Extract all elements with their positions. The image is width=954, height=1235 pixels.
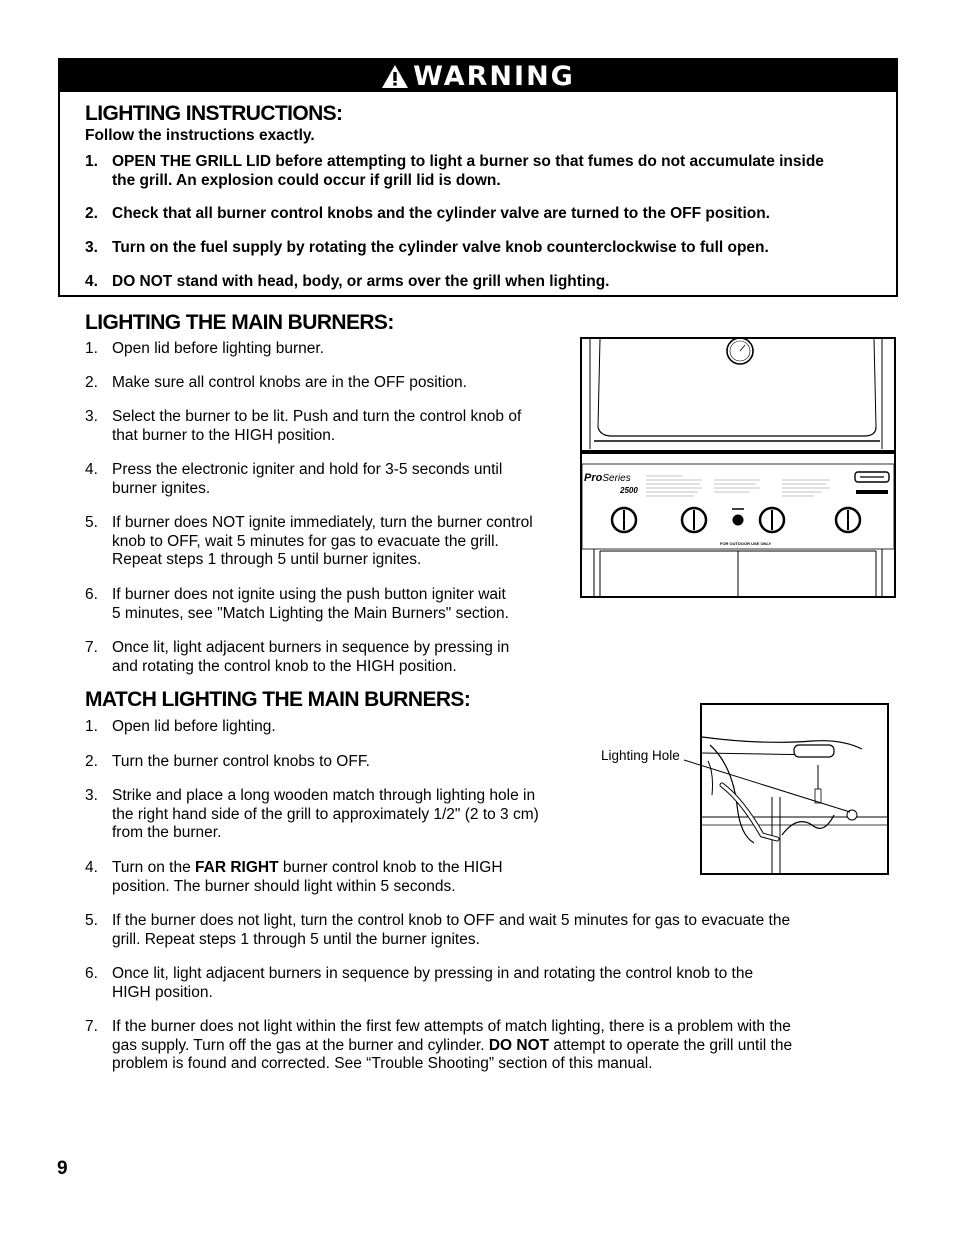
item-line: Select the burner to be lit. Push and turn the control knob of xyxy=(112,408,522,425)
item-line: If the burner does not light, turn the control knob to OFF and wait 5 minutes for gas to evacuate the xyxy=(112,912,791,929)
item-number: 1. xyxy=(85,153,98,170)
item-line: and rotating the control knob to the HIGH position. xyxy=(112,657,457,675)
item-line: Press the electronic igniter and hold for 3-5 seconds until xyxy=(112,461,503,478)
item-text: Make sure all control knobs are in the OFF position. xyxy=(112,374,467,391)
warning-title: WARNING xyxy=(413,60,575,92)
item-number: 3. xyxy=(85,787,98,804)
item-text xyxy=(112,965,753,1002)
item-line: Strike and place a long wooden match through lighting hole in xyxy=(112,787,536,804)
callout-line xyxy=(680,755,860,825)
item-line: attempt to operate the grill until the xyxy=(549,1036,793,1054)
item-text xyxy=(112,514,533,570)
item-line: gas supply. Turn off the gas at the burner and cylinder. xyxy=(112,1036,489,1054)
item-text xyxy=(112,912,790,949)
item-number: 3. xyxy=(85,239,98,256)
item-line: problem is found and corrected. See “Trouble Shooting” section of this manual. xyxy=(112,1055,653,1072)
item-line: If the burner does not light within the first few attempts of match lighting, there is a problem with the xyxy=(112,1018,791,1035)
item-number: 6. xyxy=(85,586,98,603)
item-number: 2. xyxy=(85,374,98,391)
item-number: 6. xyxy=(85,965,98,982)
match-lighting-heading: MATCH LIGHTING THE MAIN BURNERS: xyxy=(85,688,471,711)
item-line: the grill. An explosion could occur if grill lid is down. xyxy=(112,171,501,189)
item-number: 4. xyxy=(85,859,98,876)
item-number: 4. xyxy=(85,461,98,478)
item-text: Turn the burner control knobs to OFF. xyxy=(112,753,370,770)
item-line: the right hand side of the grill to approximately 1/2" (2 to 3 cm) xyxy=(112,805,539,823)
item-number: 2. xyxy=(85,753,98,770)
item-number: 4. xyxy=(85,273,98,290)
item-text xyxy=(112,1018,792,1074)
item-line: OPEN THE GRILL LID before attempting to light a burner so that fumes do not accumulate inside xyxy=(112,153,824,170)
item-text: DO NOT stand with head, body, or arms over the grill when lighting. xyxy=(112,273,610,290)
item-text xyxy=(112,461,502,498)
item-line: Once lit, light adjacent burners in sequence by pressing in xyxy=(112,639,510,656)
item-line: that burner to the HIGH position. xyxy=(112,426,336,444)
item-text xyxy=(112,859,503,896)
item-text: Check that all burner control knobs and the cylinder valve are turned to the OFF position. xyxy=(112,205,770,222)
item-line: grill. Repeat steps 1 through 5 until the burner ignites. xyxy=(112,930,480,948)
item-line: If burner does NOT ignite immediately, turn the burner control xyxy=(112,514,533,531)
item-number: 7. xyxy=(85,1018,98,1035)
grill-logo-series: Series xyxy=(602,473,631,484)
grill-logo xyxy=(584,472,638,496)
grill-logo-model: 2500 xyxy=(620,486,638,495)
item-number: 5. xyxy=(85,514,98,531)
item-line: 5 minutes, see "Match Lighting the Main Burners" section. xyxy=(112,604,509,622)
item-line: burner ignites. xyxy=(112,479,211,497)
item-text: Open lid before lighting. xyxy=(112,718,276,735)
warning-triangle-icon xyxy=(381,64,409,89)
item-text xyxy=(112,408,521,445)
item-text xyxy=(112,153,824,190)
warning-banner xyxy=(60,60,896,92)
main-burners-heading: LIGHTING THE MAIN BURNERS: xyxy=(85,311,394,334)
item-line: Turn on the xyxy=(112,859,196,876)
item-number: 7. xyxy=(85,639,98,656)
item-number: 1. xyxy=(85,340,98,357)
grill-logo-brand: Pro xyxy=(584,472,603,484)
item-line: If burner does not ignite using the push button igniter wait xyxy=(112,586,506,603)
item-number: 3. xyxy=(85,408,98,425)
item-line: Once lit, light adjacent burners in sequence by pressing in and rotating the control knob to the xyxy=(112,965,754,982)
item-text xyxy=(112,787,539,843)
item-line: position. The burner should light within 5 seconds. xyxy=(112,877,456,895)
lighting-instructions-heading: LIGHTING INSTRUCTIONS: xyxy=(85,102,343,125)
item-text: Turn on the fuel supply by rotating the cylinder valve knob counterclockwise to full open. xyxy=(112,239,769,256)
item-number: 2. xyxy=(85,205,98,222)
outdoor-use-label: FOR OUTDOOR USE ONLY xyxy=(720,541,772,546)
item-emphasis: FAR RIGHT xyxy=(195,859,279,876)
item-text xyxy=(112,639,509,676)
grill-illustration xyxy=(580,337,896,598)
item-number: 1. xyxy=(85,718,98,735)
item-line: from the burner. xyxy=(112,824,222,841)
lighting-hole-label: Lighting Hole xyxy=(601,748,680,763)
item-line: Repeat steps 1 through 5 until burner ignites. xyxy=(112,551,422,568)
grill-drawing xyxy=(582,339,894,596)
item-text: Open lid before lighting burner. xyxy=(112,340,324,357)
warning-subheading: Follow the instructions exactly. xyxy=(85,127,315,144)
item-line: burner control knob to the HIGH xyxy=(278,859,503,876)
item-line: knob to OFF, wait 5 minutes for gas to evacuate the grill. xyxy=(112,532,499,550)
item-emphasis: DO NOT xyxy=(488,1036,550,1054)
item-number: 5. xyxy=(85,912,98,929)
item-line: HIGH position. xyxy=(112,983,213,1001)
item-text xyxy=(112,586,509,623)
page-number: 9 xyxy=(57,1158,68,1179)
